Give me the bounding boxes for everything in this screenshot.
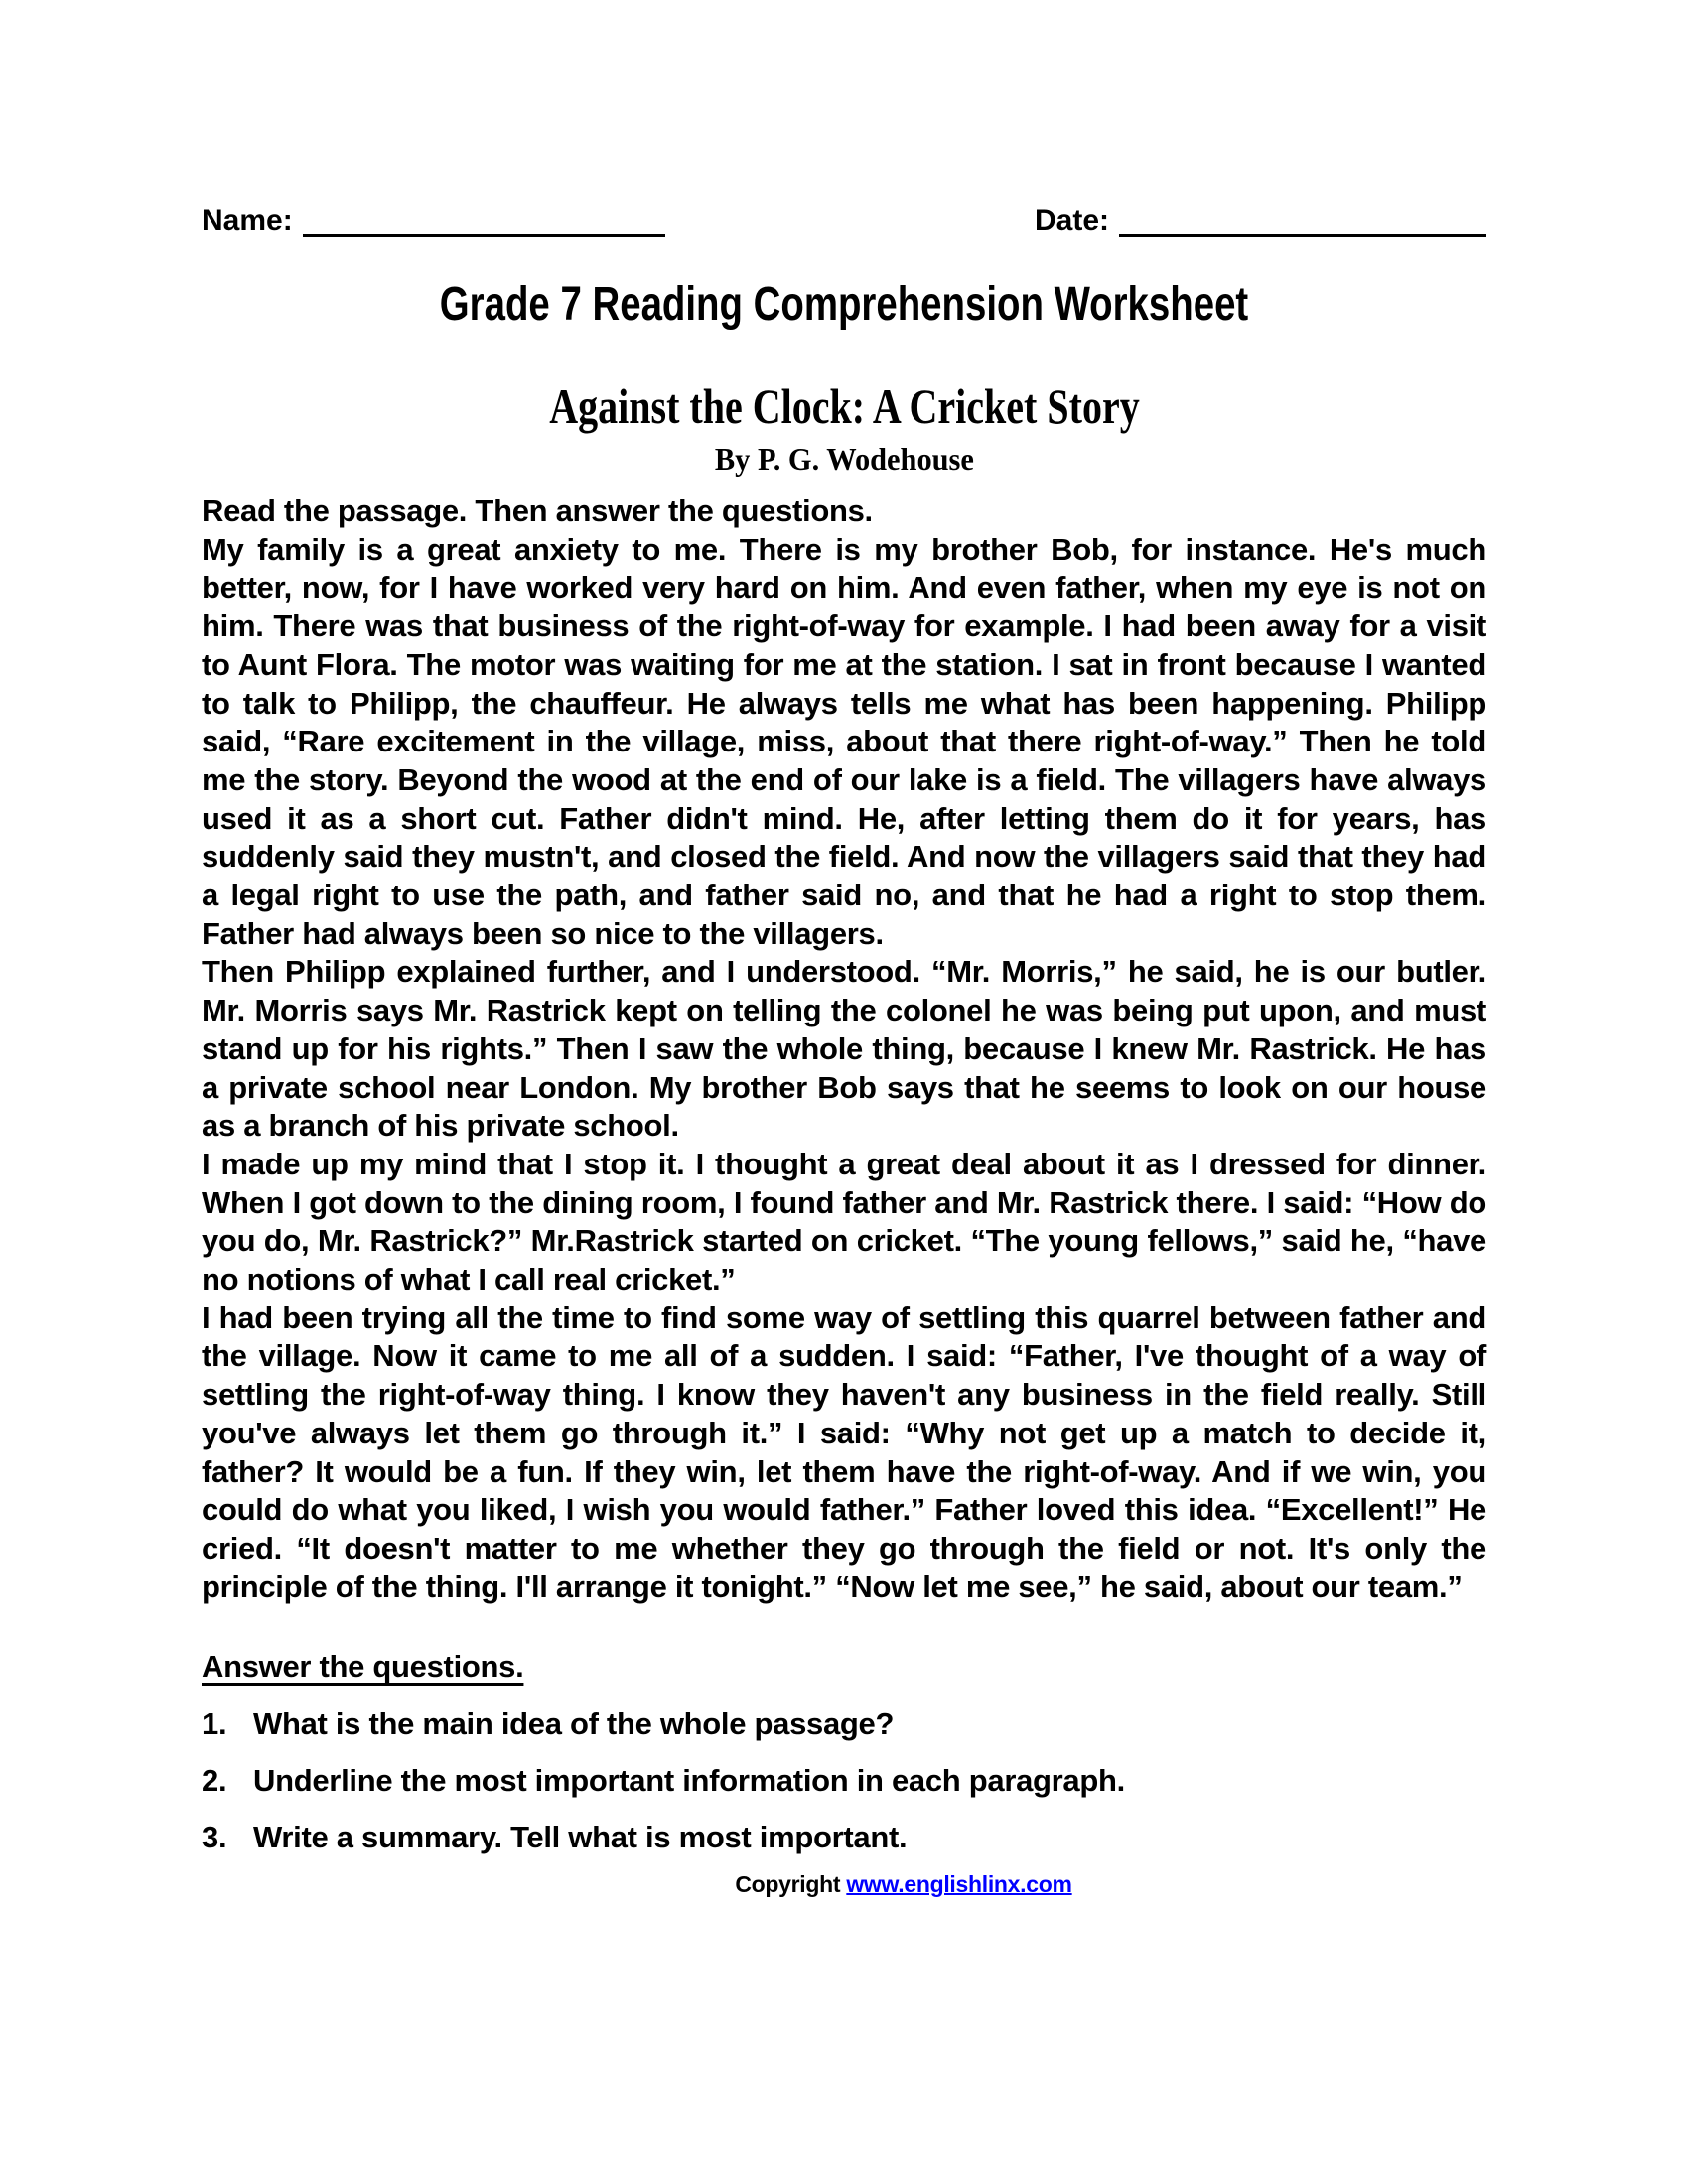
- date-field-group: [1035, 204, 1486, 239]
- question-item-1: [202, 1706, 1486, 1744]
- questions-heading-row: [202, 1648, 1486, 1687]
- question-text: Write a summary. Tell what is most important.: [253, 1820, 908, 1854]
- copyright-label: Copyright: [735, 1870, 841, 1897]
- name-field-group: [202, 204, 665, 239]
- footer: [202, 1869, 1486, 1899]
- story-title: Against the Clock: A Cricket Story: [548, 378, 1140, 434]
- question-number: 2.: [202, 1762, 227, 1798]
- passage-paragraph-2: Then Philipp explained further, and I understood. “Mr. Morris,” he said, he is our butler. Mr. Morris says Mr. Rastrick kept on telling the colonel he was being put upon, and must stand up for his rights.” Then I saw the whole thing, because I knew Mr. Rastrick. He has a private school near London. My brother Bob says that he seems to look on our house as a branch of his private school.: [202, 954, 1486, 1144]
- question-item-3: [202, 1819, 1486, 1857]
- story-title-band: [0, 378, 1688, 434]
- question-number: 3.: [202, 1820, 227, 1854]
- questions-heading: Answer the questions.: [202, 1649, 524, 1685]
- copyright-link[interactable]: www.englishlinx.com: [846, 1870, 1072, 1897]
- passage-paragraph-1: My family is a great anxiety to me. There is my brother Bob, for instance. He's much better, now, for I have worked very hard on him. And even father, when my eye is not on him. There was that business of the right-of-way for example. I had been away for a visit to Aunt Flora. The motor was waiting for me at the station. I sat in front because I wanted to talk to Philipp, the chauffeur. He always tells me what has been happening. Philipp said, “Rare excitement in the village, miss, about that there right-of-way.” Then he told me the story. Beyond the wood at the end of our lake is a field. The villagers have always used it as a short cut. Father didn't mind. He, after letting them do it for years, has suddenly said they mustn't, and closed the field. And now the villagers said that they had a legal right to use the path, and father said no, and that he had a right to stop them. Father had always been so nice to the villagers.: [202, 531, 1486, 951]
- question-text: Underline the most important information in each paragraph.: [253, 1762, 1125, 1798]
- date-blank-line: [1119, 234, 1486, 237]
- header-row: [202, 204, 1486, 239]
- date-label: Date:: [1034, 205, 1109, 237]
- passage-paragraph-4: I had been trying all the time to find some way of settling this quarrel between father and the village. Now it came to me all of a sudden. I said: “Father, I've thought of a way of settling the right-of-way thing. I know they haven't any business in the field really. Still you've always let them go through it.” I said: “Why not get up a match to decide it, father? It would be a fun. If they win, let them have the right-of-way. And if we win, you could do what you liked, I wish you would father.” Father loved this idea. “Excellent!” He cried. “It doesn't matter to me whether they go through the field or not. It's only the principle of the thing. I'll arrange it tonight.” “Now let me see,” he said, about our team.”: [202, 1299, 1486, 1604]
- story-author-band: [0, 443, 1688, 475]
- passage-section: [202, 492, 1486, 1899]
- name-blank-line: [303, 234, 665, 237]
- passage-paragraph-3: I made up my mind that I stop it. I thought a great deal about it as I dressed for dinner. When I got down to the dining room, I found father and Mr. Rastrick there. I said: “How do you do, Mr. Rastrick?” Mr.Rastrick started on cricket. “The young fellows,” said he, “have no notions of what I call real cricket.”: [202, 1146, 1486, 1297]
- worksheet-title-band: [0, 278, 1688, 331]
- story-author: By P. G. Wodehouse: [714, 441, 974, 477]
- name-label: Name:: [202, 205, 293, 237]
- passage-instruction: Read the passage. Then answer the questions.: [202, 493, 873, 528]
- question-item-2: [202, 1762, 1486, 1801]
- worksheet-title: Grade 7 Reading Comprehension Worksheet: [439, 278, 1249, 331]
- question-text: What is the main idea of the whole passage?: [253, 1706, 895, 1741]
- question-number: 1.: [202, 1706, 227, 1741]
